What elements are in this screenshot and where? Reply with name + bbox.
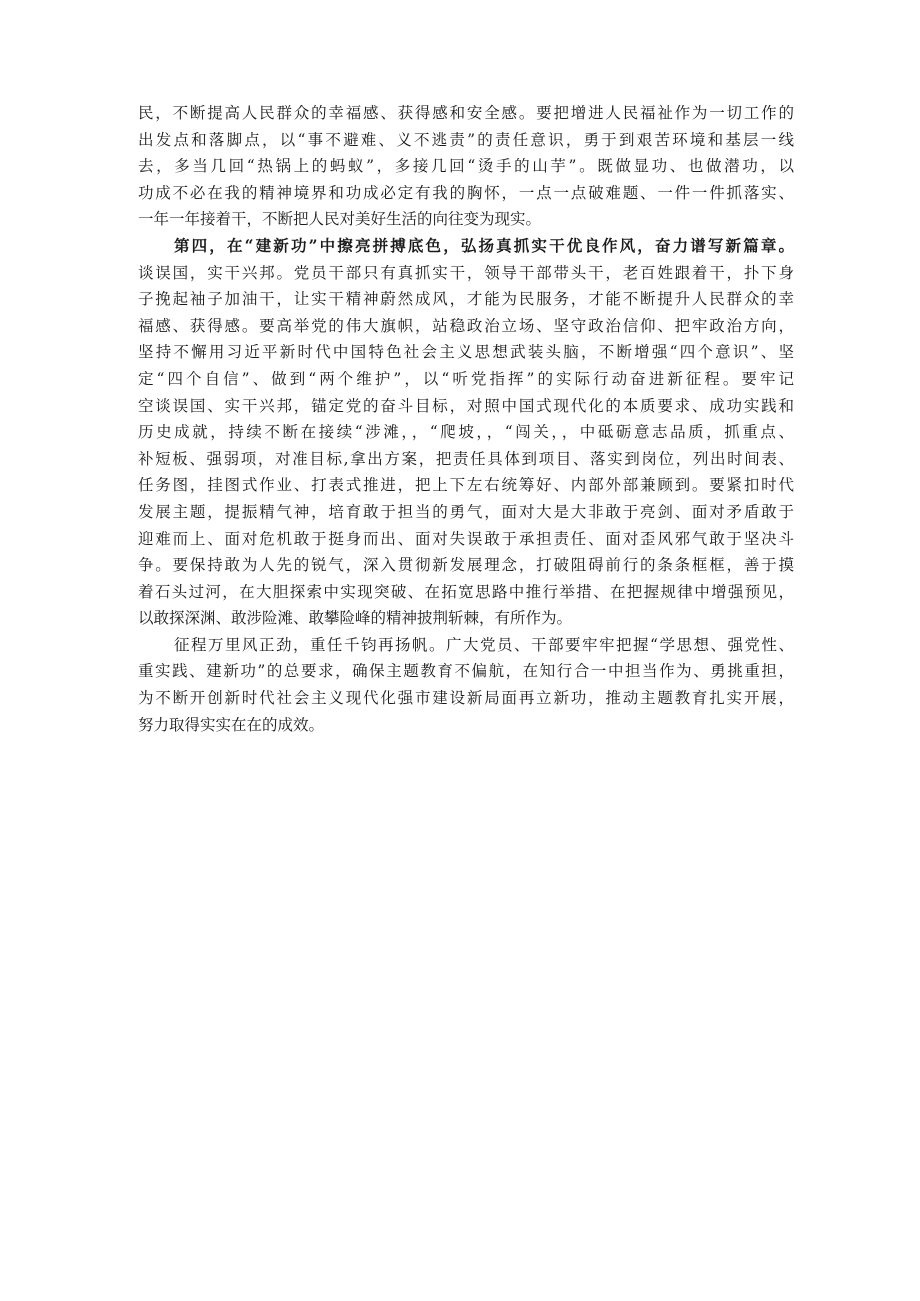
text-line: 坚持不懈用习近平新时代中国特色社会主义思想武装头脑，不断增强“四个意识”、坚 bbox=[138, 343, 794, 362]
text-line: 子挽起袖子加油干，让实干精神蔚然成风，才能为民服务，才能不断提升人民群众的幸 bbox=[138, 290, 794, 309]
text-line: 历史成就，持续不断在接续“涉滩，，“爬坡，，“闯关，，中砥砺意志品质，抓重点、 bbox=[138, 423, 794, 442]
document-body bbox=[138, 100, 794, 738]
text-line: 空谈误国、实干兴邦，锚定党的奋斗目标，对照中国式现代化的本质要求、成功实践和 bbox=[138, 396, 794, 415]
text-line: 谈误国，实干兴邦。党员干部只有真抓实干，领导干部带头干，老百姓跟着干，扑下身 bbox=[138, 263, 794, 282]
text-line: 努力取得实实在在的成效。 bbox=[138, 715, 325, 734]
section-heading: 第四，在“建新功”中擦亮拼搏底色，弘扬真抓实干优良作风，奋力谱写新篇章。 bbox=[174, 235, 794, 255]
text-line: 发展主题，提振精气神，培育敢于担当的勇气，面对大是大非敢于亮剑、面对矛盾敢于 bbox=[138, 502, 794, 521]
text-line: 任务图，挂图式作业、打表式推进，把上下左右统筹好、内部外部兼顾到。要紧扣时代 bbox=[138, 476, 794, 495]
text-line: 以敢探深渊、敢涉险滩、敢攀险峰的精神披荆斩棘，有所作为。 bbox=[138, 609, 573, 628]
text-line: 功成不必在我的精神境界和功成必定有我的胸怀，一点一点破难题、一件一件抓落实、 bbox=[138, 183, 794, 202]
text-line: 民，不断提高人民群众的幸福感、获得感和安全感。要把增进人民福祉作为一切工作的 bbox=[138, 104, 794, 122]
text-line: 出发点和落脚点，以“事不避难、义不逃责”的责任意识，勇于到艰苦环境和基层一线 bbox=[138, 130, 794, 149]
text-line: 补短板、强弱项，对准目标,拿出方案，把责任具体到项目、落实到岗位，列出时间表、 bbox=[138, 449, 794, 468]
text-line: 为不断开创新时代社会主义现代化强市建设新局面再立新功，推动主题教育扎实开展， bbox=[138, 689, 794, 708]
text-line: 去，多当几回“热锅上的蚂蚁”，多接几回“烫手的山芋”。既做显功、也做潜功，以 bbox=[138, 157, 794, 176]
text-line: 福感、获得感。要高举党的伟大旗帜，站稳政治立场、坚守政治信仰、把牢政治方向， bbox=[138, 316, 794, 335]
text-line: 定“四个自信”、做到“两个维护”，以“听党指挥”的实际行动奋进新征程。要牢记 bbox=[138, 369, 794, 388]
text-line: 征程万里风正劲，重任千钧再扬帆。广大党员、干部要牢牢把握“学思想、强党性、 bbox=[174, 635, 794, 654]
text-line: 一年一年接着干，不断把人民对美好生活的向往变为现实。 bbox=[138, 210, 542, 229]
text-line: 着石头过河，在大胆探索中实现突破、在拓宽思路中推行举措、在把握规律中增强预见， bbox=[138, 582, 794, 601]
text-line: 重实践、建新功”的总要求，确保主题教育不偏航，在知行合一中担当作为、勇挑重担， bbox=[138, 662, 794, 681]
text-line: 争。要保持敢为人先的锐气，深入贯彻新发展理念，打破阻碍前行的条条框框，善于摸 bbox=[138, 556, 794, 575]
text-line: 迎难而上、面对危机敢于挺身而出、面对失误敢于承担责任、面对歪风邪气敢于坚决斗 bbox=[138, 529, 794, 548]
